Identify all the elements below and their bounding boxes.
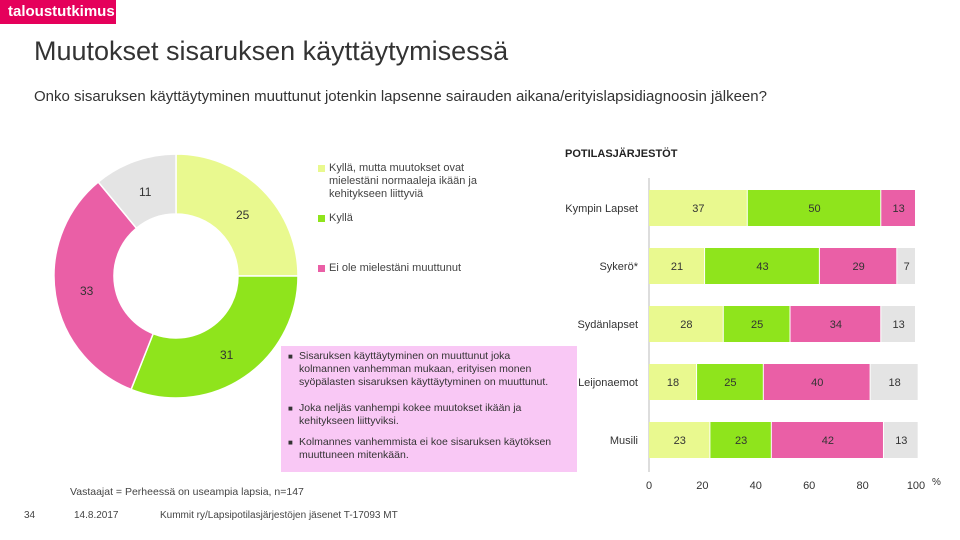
- bar-value-label: 40: [811, 377, 824, 389]
- x-tick-label: 40: [749, 480, 762, 492]
- bar-value-label: 29: [852, 261, 865, 273]
- page-number: 34: [24, 510, 36, 521]
- donut-value-label: 25: [236, 208, 250, 222]
- bar-value-label: 43: [756, 261, 769, 273]
- category-label: Sydänlapset: [577, 319, 638, 331]
- bar-value-label: 18: [666, 377, 680, 389]
- summary-note: ■ Sisaruksen käyttäytyminen on muuttunut joka kolmannen vanhemman mukaan, erityisen monen syöpälasten sisaruksen käyttäytyminen on muuttunut.: [288, 350, 549, 388]
- category-label: Kympin Lapset: [565, 203, 638, 215]
- bar-value-label: 42: [821, 435, 835, 447]
- respondents-note: Vastaajat = Perheessä on useampia lapsia, n=147: [70, 486, 304, 498]
- bar-value-label: 25: [724, 377, 737, 389]
- bar-value-label: 23: [673, 435, 686, 447]
- x-tick-label: 20: [696, 480, 709, 492]
- category-label: Sykerö*: [599, 261, 638, 273]
- bullet-icon: ■: [288, 352, 293, 361]
- x-tick-label: 60: [803, 480, 816, 492]
- x-tick-label: 80: [856, 480, 869, 492]
- summary-note: ■ Kolmannes vanhemmista ei koe sisaruksen käytöksen muuttuneen mitenkään.: [288, 436, 552, 461]
- page-title: Muutokset sisaruksen käyttäytymisessä: [34, 36, 509, 66]
- bullet-icon: ■: [288, 404, 293, 413]
- legend-label: Kyllä, mutta muutokset ovat mielestäni normaaleja ikään ja kehitykseen liittyviä: [329, 162, 477, 200]
- bar-value-label: 21: [670, 261, 684, 273]
- bar-value-label: 28: [680, 319, 693, 331]
- donut-value-label: 11: [139, 185, 152, 199]
- bar-value-label: 34: [829, 319, 843, 331]
- bar-value-label: 13: [895, 435, 908, 447]
- bar-value-label: 23: [734, 435, 748, 447]
- footer-source: Kummit ry/Lapsipotilasjärjestöjen jäsenet T-17093 MT: [160, 510, 398, 521]
- footer-date: 14.8.2017: [74, 510, 119, 521]
- category-label: Musili: [609, 435, 638, 447]
- bar-value-label: 13: [892, 203, 905, 215]
- brand-logo: taloustutkimus: [0, 0, 116, 24]
- bar-value-label: 37: [692, 203, 705, 215]
- donut-value-label: 33: [80, 284, 94, 298]
- x-tick-label: 100: [906, 480, 926, 492]
- x-unit-label: %: [932, 477, 941, 488]
- bar-chart-title: POTILASJÄRJESTÖT: [565, 148, 678, 160]
- bar-value-label: 18: [888, 377, 901, 389]
- bar-value-label: 50: [808, 203, 821, 215]
- category-label: Leijonaemot: [578, 377, 638, 389]
- summary-note: ■ Joka neljäs vanhempi kokee muutokset ikään ja kehitykseen liittyviksi.: [288, 402, 522, 427]
- donut-value-label: 31: [220, 348, 234, 362]
- x-tick-label: 0: [645, 480, 653, 492]
- bar-value-label: 13: [892, 319, 905, 331]
- bullet-icon: ■: [288, 438, 293, 447]
- bar-value-label: 7: [903, 261, 910, 273]
- page-subtitle: Onko sisaruksen käyttäytyminen muuttunut jotenkin lapsenne sairauden aikana/erityislapsidiagnoosin jälkeen?: [34, 88, 767, 105]
- legend-label: Kyllä: [329, 212, 353, 224]
- legend-label: Ei ole mielestäni muuttunut: [329, 262, 462, 274]
- bar-value-label: 25: [751, 319, 764, 331]
